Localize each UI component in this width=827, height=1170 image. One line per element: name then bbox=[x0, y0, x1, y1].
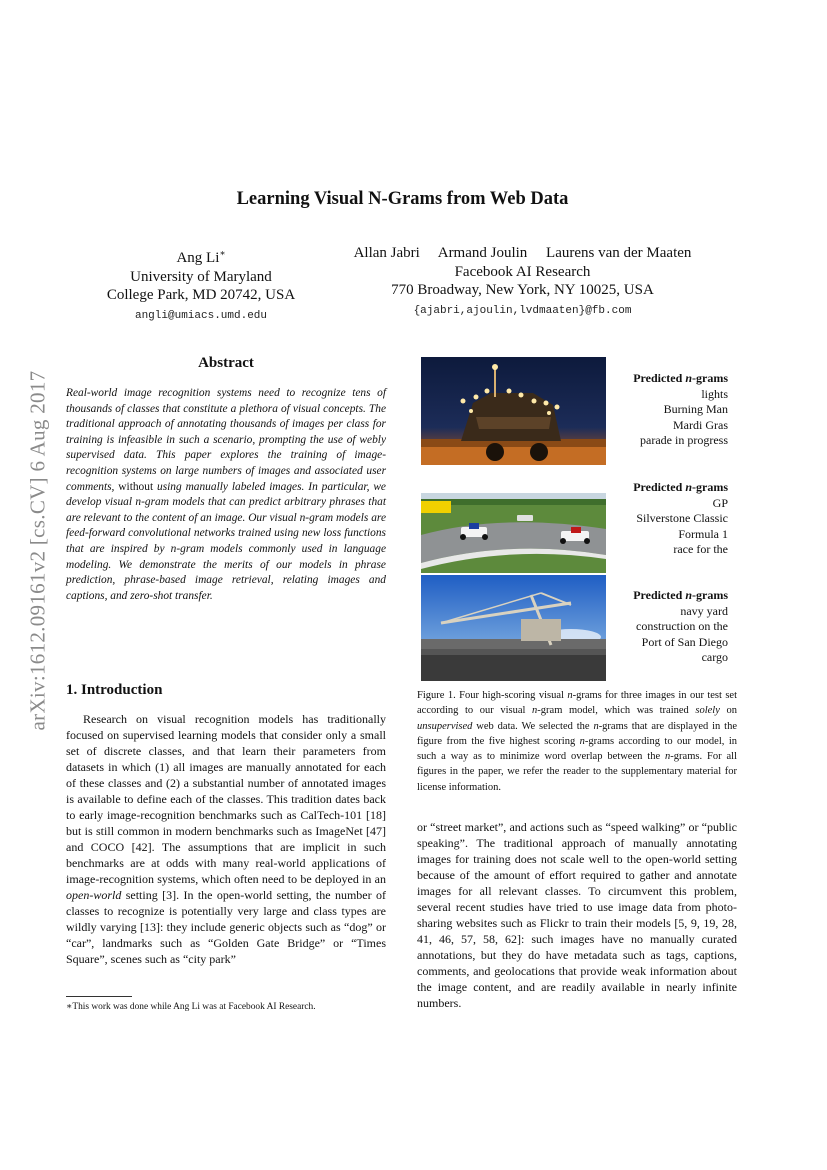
section-heading-introduction: 1. Introduction bbox=[66, 682, 163, 698]
author-block-left bbox=[95, 244, 307, 325]
figure-image-formula-one bbox=[421, 493, 606, 573]
figure-image-port-crane bbox=[421, 575, 606, 681]
abstract-text: using manually labeled images. bbox=[153, 480, 305, 493]
intro-column-left bbox=[66, 711, 386, 967]
paper-title: Learning Visual N-Grams from Web Data bbox=[236, 189, 569, 209]
footnote: ∗This work was done while Ang Li was at Facebook AI Research. bbox=[66, 1002, 316, 1012]
ngram-item: Burning Man bbox=[663, 402, 728, 416]
author-name: Ang Li bbox=[176, 250, 220, 266]
figure-image-burning-man bbox=[421, 357, 606, 465]
footnote-mark: ∗ bbox=[219, 248, 226, 258]
author-email[interactable]: angli@umiacs.umd.edu bbox=[134, 309, 268, 322]
author-address: College Park, MD 20742, USA bbox=[106, 287, 296, 303]
ngram-item: navy yard bbox=[680, 603, 728, 618]
author-email[interactable]: {ajabri,ajoulin,lvdmaaten}@fb.com bbox=[413, 304, 632, 317]
abstract-text: Real-world image recognition systems need to recognize tens of thousands of classes that constitute a plethora of visual concepts. The traditional approach of annotating thousands of images per class for training is infeasible in such a scenario, prompting the use of webly supervised data. This paper explores the training of image-recognition systems on large numbers of images and associated user comments, bbox=[66, 387, 386, 493]
predicted-ngrams-panel-1 bbox=[610, 371, 728, 449]
figure-caption: Figure 1. Four high-scoring visual n-grams for three images in our test set according to our visual n-gram model, which was trained solely on unsupervised web data. We selected the n-grams that are displayed in the figure from the five highest scoring n-grams according to our model, in such a way as to minimize word overlap between the n-grams. For all figures in the paper, we refer the reader to the supplementary material for license information. bbox=[417, 690, 737, 793]
ngram-item: Port of San Diego bbox=[641, 634, 728, 649]
author-affiliation: University of Maryland bbox=[130, 268, 272, 285]
author-names: Allan Jabri Armand Joulin Laurens van der Maaten bbox=[353, 245, 692, 261]
ngram-item: Mardi Gras bbox=[673, 417, 728, 432]
predicted-ngrams-heading: Predicted n-grams bbox=[633, 588, 728, 602]
intro-emph: open-world bbox=[66, 888, 122, 902]
abstract-heading: Abstract bbox=[198, 355, 254, 371]
abstract-body bbox=[66, 386, 386, 604]
author-block-right bbox=[330, 244, 715, 320]
predicted-ngrams-heading: Predicted n-grams bbox=[633, 480, 728, 494]
ngram-item: Formula 1 bbox=[678, 526, 728, 541]
arxiv-sidebar-stamp bbox=[22, 310, 54, 790]
ngram-item: construction on the bbox=[636, 619, 728, 633]
ngram-item: GP bbox=[712, 495, 728, 510]
intro-paragraph-continued: or “street market”, and actions such as “speed walking” or “public speaking”. The traditional approach of manually annotating images for training does not scale well to the open-world setting because of the amount of effort required to gather and annotate images for all relevant classes. To circumvent this problem, several recent studies have tried to use image data from photo-sharing websites such as Flickr to train their models [5, 9, 19, 28, 41, 46, 57, 58, 62]: such images have no manually curated annotations, but they do have metadata such as tags, captions, comments, and geolocations that provide weak information about the image content, and are readily available in nearly infinite numbers. bbox=[417, 820, 737, 1010]
ngram-item: cargo bbox=[701, 650, 728, 664]
intro-text: Research on visual recognition models has traditionally focused on supervised learning models that consider only a small set of discrete classes, and that learn their parameters from datasets in which (1) all images are manually annotated for each of these classes and (2) a substantial number of annotated images is available to define each of the classes. This tradition dates back to early image-recognition benchmarks such as CalTech-101 [18] but is still common in modern benchmarks such as ImageNet [47] and COCO [42]. The assumptions that are implicit in such benchmarks are at odds with many real-world applications of image-recognition systems, which often need to be deployed in an bbox=[66, 712, 386, 886]
arxiv-id: arXiv:1612.09161v2 [cs.CV] 6 Aug 2017 bbox=[25, 370, 50, 730]
predicted-ngrams-heading: Predicted n-grams bbox=[633, 371, 728, 385]
predicted-ngrams-panel-2 bbox=[610, 480, 728, 558]
abstract-text: In particular, we develop visual n-gram models that can predict arbitrary phrases that are relevant to the content of an image. Our visual n-gram models are feed-forward convolutional networks trained using new loss functions that are inspired by n-gram models commonly used in language modeling. We demonstrate the merits of our models in phrase prediction, phrase-based image retrieval, relating images and captions, and zero-shot transfer. bbox=[66, 480, 386, 602]
ngram-item: race for the bbox=[673, 542, 728, 556]
ngram-item: parade in progress bbox=[640, 433, 728, 447]
ngram-item: lights bbox=[701, 386, 728, 401]
intro-text: setting [3]. In the open-world setting, the number of classes to recognize is potentially very large and class types are wildly varying [13]: they include generic objects such as “dog” or “car”, landmarks such as “Golden Gate Bridge” or “Times Square”, scenes such as “city park” bbox=[66, 888, 386, 966]
author-affiliation: Facebook AI Research bbox=[454, 263, 591, 280]
footnote-rule bbox=[66, 996, 132, 997]
author-address: 770 Broadway, New York, NY 10025, USA bbox=[391, 282, 654, 298]
ngram-item: Silverstone Classic bbox=[636, 511, 728, 525]
abstract-emph-without: without bbox=[118, 480, 154, 493]
predicted-ngrams-panel-3 bbox=[610, 588, 728, 666]
intro-column-right bbox=[417, 819, 737, 1011]
intro-paragraph bbox=[66, 711, 386, 967]
